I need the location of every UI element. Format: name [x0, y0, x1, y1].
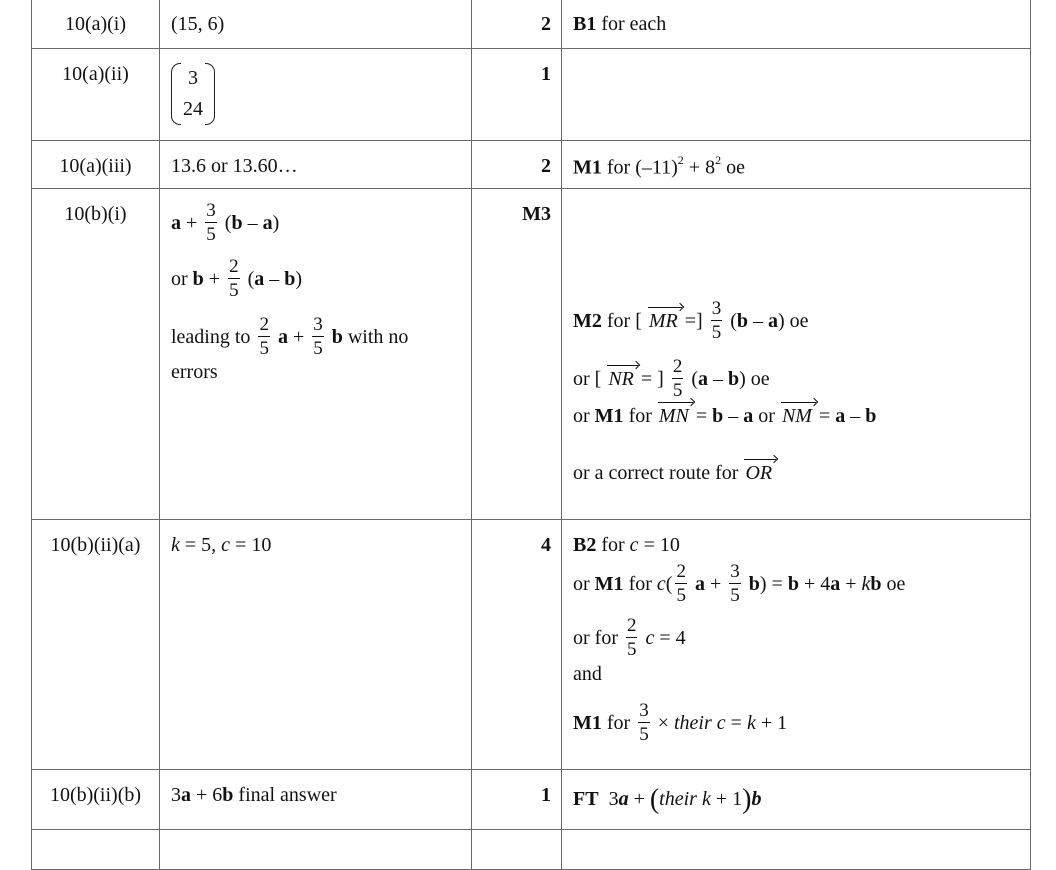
answer-cell: 3a + 6b final answer — [160, 770, 472, 830]
answer-cell: a + $\frac{3}{5}$ (b – a) or b + $\frac{2}{5}$ (a – b) leading to $\frac{2}{5}$ a + $\frac{3}{5}$ b with no errors — [160, 189, 472, 520]
guidance-text: for each — [596, 13, 667, 35]
marks-cell: 2 — [472, 141, 562, 189]
mark-scheme-table — [31, 0, 1031, 870]
table-row — [32, 830, 1031, 870]
question-cell: 10(b)(i) — [32, 189, 160, 520]
marks-cell: M3 — [472, 189, 562, 520]
column-vector — [171, 63, 215, 125]
vector-bottom: 24 — [183, 98, 203, 120]
answer-cell: (15, 6) — [160, 0, 472, 49]
vector-top: 3 — [188, 67, 198, 89]
marks-cell: 1 — [472, 770, 562, 830]
mark-code: B1 — [573, 13, 597, 35]
answer-cell: 13.6 or 13.60… — [160, 141, 472, 189]
marks-cell: 1 — [472, 49, 562, 141]
marks-cell: 2 — [472, 0, 562, 49]
question-cell: 10(b)(ii)(b) — [32, 770, 160, 830]
question-cell: 10(b)(ii)(a) — [32, 520, 160, 770]
answer-cell: k = 5, c = 10 — [160, 520, 472, 770]
guidance-cell — [562, 49, 1031, 141]
guidance-cell — [562, 0, 1031, 49]
question-cell: 10(a)(ii) — [32, 49, 160, 141]
guidance-cell: M2 for [ MR =] $\frac{3}{5}$ (b – a) oe or [ NR = ] $\frac{2}{5}$ (a – b) oe or M1 for MN = b – a or NM = a – b or a correct route for OR — [562, 189, 1031, 520]
marks-cell: 4 — [472, 520, 562, 770]
table-row — [32, 520, 1031, 770]
table-row — [32, 770, 1031, 830]
question-cell: 10(a)(iii) — [32, 141, 160, 189]
question-cell: 10(a)(i) — [32, 0, 160, 49]
answer-cell — [160, 49, 472, 141]
table-row — [32, 0, 1031, 49]
guidance-cell: M1 for $(-11)^2 + 8^2$ oe — [562, 141, 1031, 189]
table-row — [32, 141, 1031, 189]
guidance-cell: B2 for c = 10 or M1 for c( $\frac{2}{5}$ a + $\frac{3}{5}$ b) = b + 4a + kb oe or for $\frac{2}{5}$ c = 4 and M1 for $\frac{3}{5}$ × their c = k + 1 — [562, 520, 1031, 770]
guidance-cell: FT 3a + (their k + 1)b — [562, 770, 1031, 830]
table-row — [32, 49, 1031, 141]
table-row — [32, 189, 1031, 520]
